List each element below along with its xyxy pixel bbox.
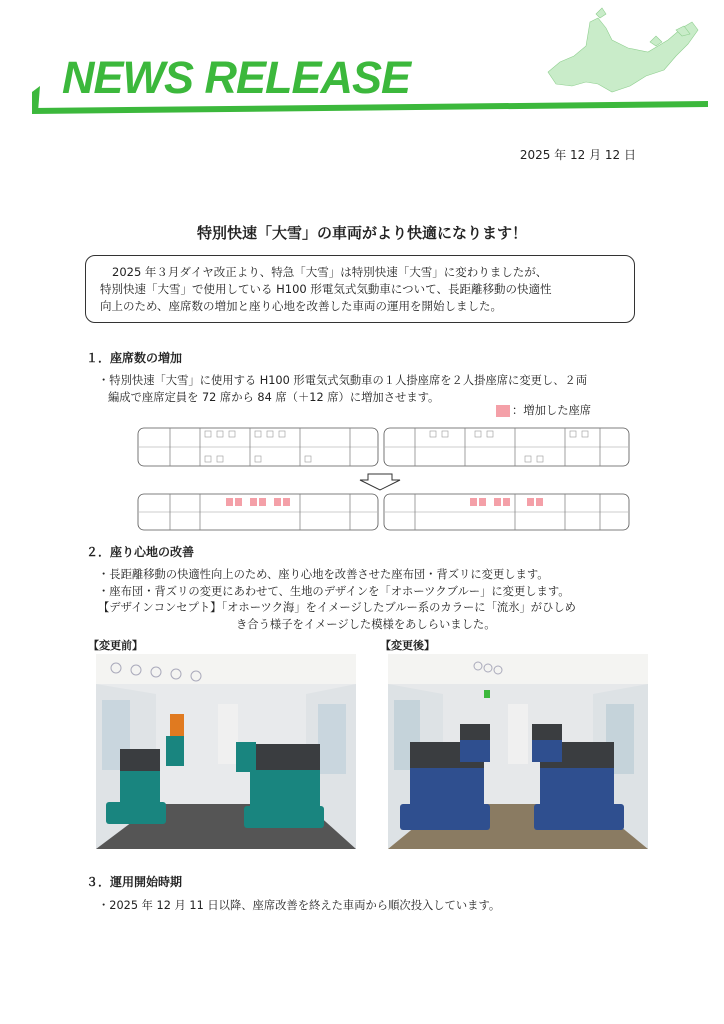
summary-line: 2025 年３月ダイヤ改正より、特急「大雪」は特別快速「大雪」に変わりましたが、 (112, 265, 548, 279)
after-caption: 【変更後】 (380, 639, 435, 652)
arrow-down-icon (360, 474, 400, 490)
page-title: 特別快速「大雪」の車両がより快適になります！ (196, 224, 527, 242)
train-before (138, 428, 629, 466)
news-release-title: NEWS RELEASE (62, 52, 411, 103)
text-line: 【デザインコンセプト】「オホーツク海」をイメージしたブルー系のカラーに「流氷」がひしめ (98, 601, 576, 614)
text-line: ・長距離移動の快適性向上のため、座り心地を改善させた座布団・背ズリに変更します。 (98, 568, 549, 581)
section-text (98, 567, 668, 633)
text-line: き合う様子をイメージした模様をあしらいました。 (236, 617, 496, 631)
release-date: 2025 年 12 月 12 日 (519, 148, 636, 162)
seat-layout-diagram (130, 422, 635, 532)
text-line: ・座布団・背ズリの変更にあわせて、生地のデザインを「オホーツクブルー」に変更します。 (98, 584, 570, 598)
legend-label: ：増加した座席 (512, 404, 592, 417)
section-text (98, 898, 658, 915)
section-heading-start: ３．運用開始時期 (86, 875, 183, 889)
legend-swatch (496, 405, 510, 417)
text-line: ・特別快速「大雪」に使用する H100 形電気式気動車の１人掛座席を２人掛座席に変更し、２両 (98, 374, 588, 387)
section-heading-comfort: ２．座り心地の改善 (86, 545, 195, 559)
text-line: 編成で座席定員を 72 席から 84 席（＋12 席）に増加させます。 (108, 390, 440, 404)
section-heading-seats: １．座席数の増加 (86, 351, 183, 365)
added-seats (226, 498, 543, 506)
section-text (98, 373, 658, 406)
text-line: ・2025 年 12 月 11 日以降、座席改善を終えた車両から順次投入しています。 (98, 899, 501, 912)
hokkaido-map-icon (548, 8, 698, 92)
photo-before-seats (96, 654, 356, 849)
summary-box (85, 255, 635, 323)
photo-after-seats (388, 654, 648, 849)
train-after (138, 494, 629, 530)
summary-line: 向上のため、座席数の増加と座り心地を改善した車両の運用を開始しました。 (100, 299, 503, 313)
summary-line: 特別快速「大雪」で使用している H100 形電気式気動車について、長距離移動の快適性 (100, 282, 552, 296)
before-caption: 【変更前】 (88, 639, 143, 652)
